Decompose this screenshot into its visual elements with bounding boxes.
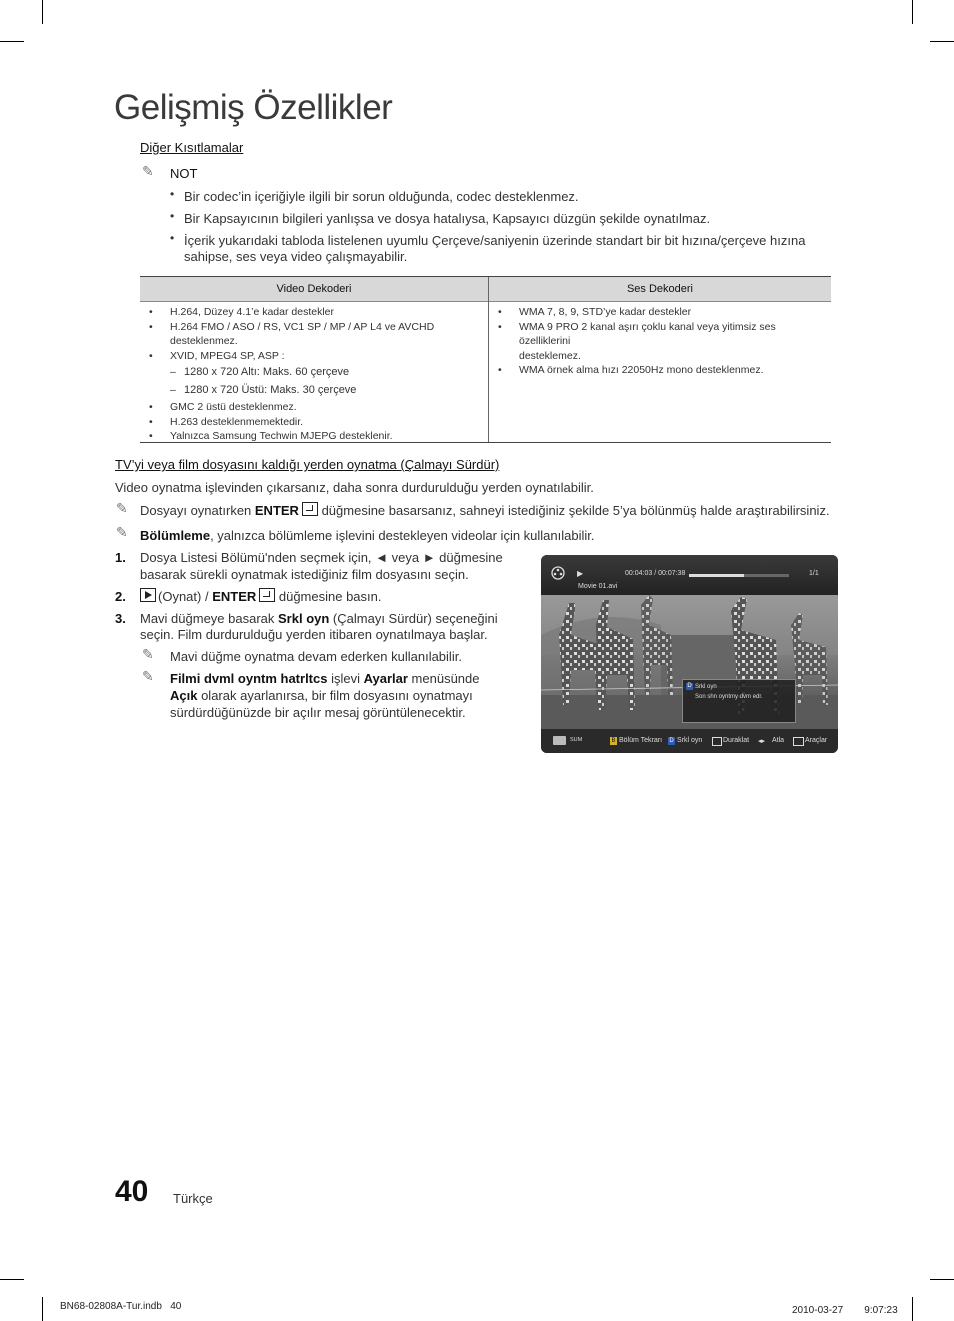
note-pencil-icon: ✎: [116, 524, 128, 540]
sub-list-item: – 1280 x 720 Üstü: Maks. 30 çerçeve: [170, 383, 357, 396]
list-item: • Yalnızca Samsung Techwin MJEPG desteklenir.: [149, 430, 393, 442]
list-item-text: GMC 2 üstü desteklenmez.: [170, 401, 297, 413]
video-decoder-cell: [140, 305, 485, 444]
bullet-dot: •: [170, 231, 175, 245]
crop-mark: [42, 0, 43, 24]
note-bullet-continued: sahipse, ses veya video çalışmayabilir.: [184, 249, 408, 264]
file-name: Movie 01.avi: [578, 583, 618, 590]
bullet-dot: •: [170, 209, 175, 223]
play-icon: [140, 588, 156, 602]
note-label: NOT: [170, 166, 198, 181]
note-bold: Filmi dvml oyntm hatrltcs: [170, 671, 328, 686]
step-bold: Srkl oyn: [278, 611, 330, 626]
note-enter: [140, 502, 830, 519]
time-display: 00:04:03 / 00:07:38: [625, 570, 686, 577]
crop-mark: [930, 41, 954, 42]
btn-tools[interactable]: Araçlar: [805, 737, 828, 744]
list-item: • WMA 7, 8, 9, STD’ye kadar destekler: [498, 306, 692, 318]
step-3-line1: [140, 610, 498, 627]
list-item: • GMC 2 üstü desteklenmez.: [149, 401, 297, 413]
note-pencil-icon: ✎: [142, 646, 154, 662]
video-frame: [541, 595, 838, 729]
usb-device-icon: [553, 736, 566, 745]
step-2: [140, 588, 381, 605]
list-item: • WMA 9 PRO 2 kanal aşırı çoklu kanal veya yitimsiz ses özelliklerini: [498, 320, 776, 347]
device-label: SUM: [570, 737, 583, 743]
list-item-text: 1280 x 720 Üstü: Maks. 30 çerçeve: [184, 383, 357, 396]
page-indicator: 1/1: [809, 570, 819, 577]
list-item-text: H.263 desteklenmemektedir.: [170, 415, 304, 428]
list-item-text: desteklenmez.: [170, 335, 238, 347]
step-text: Mavi düğmeye basarak: [140, 611, 279, 626]
section-heading-restrictions: Diğer Kısıtlamalar: [140, 140, 244, 155]
blue-d-button-icon: D: [687, 683, 692, 689]
decoder-table: [140, 276, 831, 443]
blue-d-button-icon: D: [669, 738, 674, 744]
popup-message: Son shn oyntmy dvm edr.: [695, 694, 763, 700]
crop-mark: [0, 1279, 24, 1280]
note-bold: Bölümleme: [140, 528, 211, 543]
page-number: 40: [115, 1175, 149, 1208]
note-chapter: [140, 527, 595, 544]
resume-intro: Video oynatma işlevinden çıkarsanız, daha sonra durdurulduğu yerden oynatılabilir.: [115, 480, 594, 495]
list-item-text: H.264, Düzey 4.1’e kadar destekler: [170, 306, 335, 318]
list-item: • H.263 desteklenmemektedir.: [149, 415, 304, 428]
btn-skip[interactable]: Atla: [772, 737, 785, 744]
step-number: 2.: [115, 589, 126, 604]
subnote-popup-line2: [170, 687, 473, 704]
note-bold: Açık: [170, 688, 198, 703]
play-state-icon: ▶: [577, 569, 584, 578]
list-item-text: H.264 FMO / ASO / RS, VC1 SP / MP / AP L4 ve AVCHD: [170, 320, 435, 333]
note-bullet: Bir codec’in içeriğiyle ilgili bir sorun olduğunda, codec desteklenmez.: [184, 189, 579, 204]
list-item-text: 1280 x 720 Altı: Maks. 60 çerçeve: [184, 366, 350, 378]
subnote-blue-button: Mavi düğme oynatma devam ederken kullanılabilir.: [170, 649, 462, 664]
note-text: işlevi: [327, 671, 364, 686]
enter-icon: [712, 737, 722, 746]
subnote-popup-line1: [170, 670, 480, 687]
left-right-arrows-icon: ◂▸: [758, 738, 766, 745]
list-item-text: desteklemez.: [519, 349, 581, 362]
list-item-continued: [489, 349, 829, 364]
step-text: (Çalmayı Sürdür) seçeneğini: [329, 611, 498, 626]
progress-track: [689, 574, 789, 577]
yellow-b-button-icon: B: [611, 738, 616, 744]
step-number: 3.: [115, 611, 126, 626]
list-item: • H.264, Düzey 4.1’e kadar destekler: [149, 306, 335, 318]
popup-title: Srkl oyn: [695, 684, 717, 690]
player-screenshot: [541, 555, 838, 753]
enter-icon: [302, 502, 318, 516]
note-bullet: Bir Kapsayıcının bilgileri yanlışsa ve dosya hatalıysa, Kapsayıcı düzgün şekilde oynatılmaz.: [184, 211, 711, 226]
print-file-info: BN68-02808A-Tur.indb 40: [60, 1301, 182, 1312]
note-pencil-icon: ✎: [116, 500, 128, 516]
crop-mark: [930, 1279, 954, 1280]
note-text: düğmesine basarsanız, sahneyi istediğiniz şekilde 5’ya bölünmüş halde araştırabilirsiniz.: [317, 503, 830, 518]
step-text: düğmesine basın.: [275, 589, 382, 604]
list-item-text: WMA örnek alma hızı 22050Hz mono desteklenmez.: [519, 364, 764, 376]
note-text: olarak ayarlanırsa, bir film dosyasını oynatmayı: [197, 688, 473, 703]
step-1-line2: basarak sürekli oynatmak istediğiniz film dosyasını seçin.: [140, 567, 469, 582]
note-text: , yalnızca bölümleme işlevini destekleyen videolar için kullanılabilir.: [210, 528, 595, 543]
list-item: • XVID, MPEG4 SP, ASP :: [149, 349, 285, 362]
enter-key-label: ENTER: [254, 503, 299, 518]
btn-repeat[interactable]: Bölüm Tekrarı: [619, 737, 663, 744]
crop-mark: [912, 0, 913, 24]
list-item: • H.264 FMO / ASO / RS, VC1 SP / MP / AP L4 ve AVCHD: [149, 320, 435, 333]
enter-icon: [259, 588, 275, 602]
page-title: Gelişmiş Özellikler: [114, 88, 393, 127]
btn-resume[interactable]: Srkl oyn: [677, 737, 703, 744]
table-header-video: Video Dekoderi: [140, 277, 488, 302]
step-1-line1: Dosya Listesi Bölümü'nden seçmek için, ◄ veya ► düğmesine: [140, 550, 503, 565]
progress-fill: [689, 574, 744, 577]
bullet-dot: •: [170, 187, 175, 201]
note-bold: Ayarlar: [363, 671, 408, 686]
enter-key-label: ENTER: [212, 589, 257, 604]
film-reel-icon: [551, 566, 565, 580]
note-text: menüsünde: [407, 671, 480, 686]
list-item-text: WMA 9 PRO 2 kanal aşırı çoklu kanal veya yitimsiz ses özelliklerini: [519, 320, 776, 347]
step-text: (Oynat) /: [158, 589, 213, 604]
list-item-text: WMA 7, 8, 9, STD’ye kadar destekler: [519, 306, 692, 318]
print-date-info: 2010-03-27 9:07:23: [792, 1305, 898, 1316]
step-3-line2: seçin. Film durdurulduğu yerden itibaren oynatılmaya başlar.: [140, 627, 488, 642]
table-header-audio: Ses Dekoderi: [489, 277, 831, 302]
crop-mark: [42, 1297, 43, 1321]
player-bottom-bar: [541, 729, 838, 753]
crop-mark: [912, 1297, 913, 1321]
note-bullet: İçerik yukarıdaki tabloda listelenen uyumlu Çerçeve/saniyenin üzerinde standart bir bit hızına/çerçeve hızına: [184, 233, 806, 248]
note-pencil-icon: ✎: [142, 668, 154, 684]
language-label: Türkçe: [173, 1191, 213, 1206]
sub-list-item: – 1280 x 720 Altı: Maks. 60 çerçeve: [170, 366, 350, 378]
list-item-continued: [140, 334, 485, 349]
crop-mark: [0, 41, 24, 42]
player-top-bar: [541, 555, 838, 595]
step-number: 1.: [115, 550, 126, 565]
note-text: Dosyayı oynatırken: [140, 503, 255, 518]
section-heading-resume: TV’yi veya film dosyasını kaldığı yerden oynatma (Çalmayı Sürdür): [115, 457, 500, 472]
audio-decoder-cell: [489, 305, 829, 378]
resume-popup: [682, 679, 796, 723]
list-item-text: XVID, MPEG4 SP, ASP :: [170, 349, 285, 362]
btn-pause[interactable]: Duraklat: [723, 737, 750, 744]
list-item: • WMA örnek alma hızı 22050Hz mono desteklenmez.: [498, 364, 764, 376]
tools-icon: [793, 737, 804, 746]
subnote-popup-line3: sürdürdüğünüzde bir açılır mesaj görüntülenecektir.: [170, 705, 466, 720]
note-pencil-icon: ✎: [142, 163, 154, 179]
list-item-text: Yalnızca Samsung Techwin MJEPG desteklenir.: [170, 430, 393, 442]
